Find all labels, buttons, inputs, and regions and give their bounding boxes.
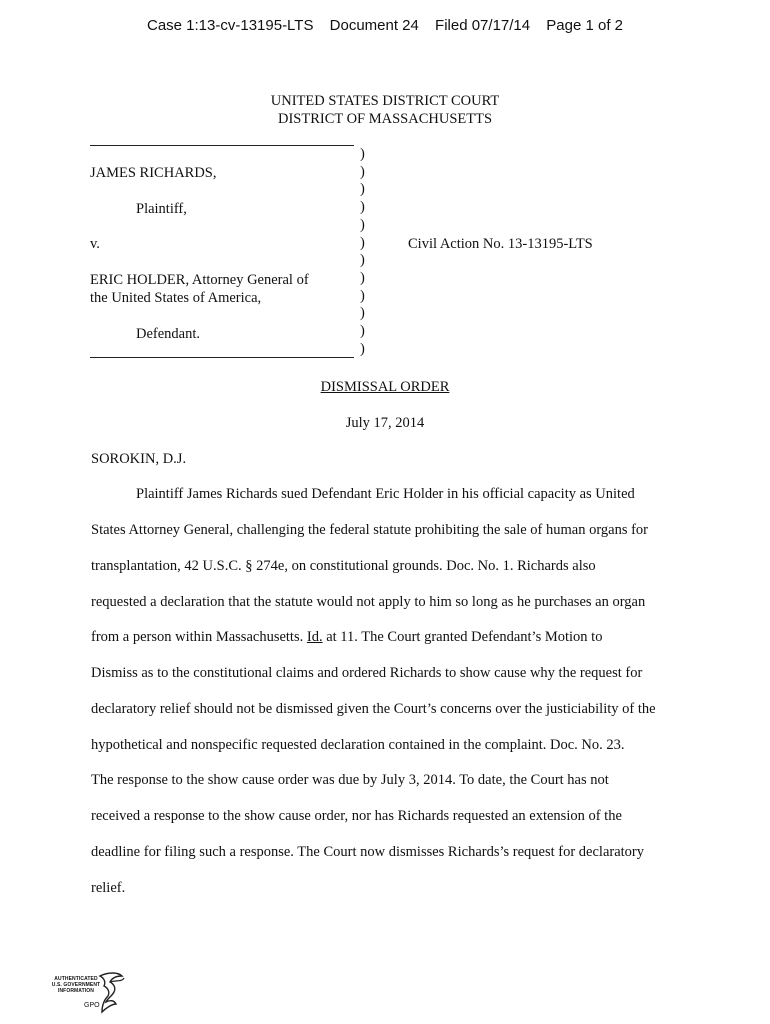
caption-bottom-rule: [90, 357, 354, 358]
defendant-line-1: ERIC HOLDER, Attorney General of: [90, 272, 309, 288]
defendant-line-2: the United States of America,: [90, 290, 262, 306]
filed-date: Filed 07/17/14: [435, 17, 531, 34]
body-line: requested a declaration that the statute would not apply to him so long as he purchases an organ: [91, 594, 646, 610]
seal-text: AUTHENTICATED U.S. GOVERNMENT INFORMATION: [51, 976, 101, 994]
body-line: declaratory relief should not be dismissed given the Court’s concerns over the justiciability of the: [91, 701, 656, 717]
caption-top-rule: [90, 145, 354, 146]
seal-gpo: GPO: [84, 1002, 100, 1009]
case-number: Case 1:13-cv-13195-LTS: [146, 17, 314, 34]
gpo-authentication-seal: [44, 970, 134, 1018]
body-line: deadline for filing such a response. The Court now dismisses Richards’s request for declaratory: [91, 844, 645, 860]
body-line: transplantation, 42 U.S.C. § 274e, on constitutional grounds. Doc. No. 1. Richards also: [91, 558, 596, 574]
page-header: [0, 17, 770, 34]
document-number: Document 24: [329, 17, 419, 34]
page-number: Page 1 of 2: [546, 17, 624, 34]
body-line: received a response to the show cause order, nor has Richards requested an extension of the: [91, 808, 622, 824]
defendant-role: Defendant.: [136, 326, 201, 342]
body-line: States Attorney General, challenging the federal statute prohibiting the sale of human organs for: [91, 522, 649, 538]
caption-parentheses: ) ) ) ) ) ) ) ) ) ) ) ): [360, 146, 365, 357]
body-line: [91, 629, 602, 646]
body-line: relief.: [91, 880, 126, 896]
body-text: from a person within Massachusetts.: [91, 629, 304, 645]
eagle-icon: [96, 970, 126, 1014]
judge-name: SOROKIN, D.J.: [91, 451, 187, 467]
plaintiff-role: Plaintiff,: [136, 201, 187, 217]
plaintiff-name: JAMES RICHARDS,: [90, 165, 217, 181]
versus: v.: [90, 236, 100, 252]
body-line: hypothetical and nonspecific requested declaration contained in the complaint. Doc. No. 23.: [91, 737, 625, 753]
body-line: Dismiss as to the constitutional claims and ordered Richards to show cause why the request for: [91, 665, 643, 681]
order-date: July 17, 2014: [345, 415, 425, 431]
court-district: DISTRICT OF MASSACHUSETTS: [277, 111, 493, 127]
body-line: The response to the show cause order was due by July 3, 2014. To date, the Court has not: [91, 772, 609, 788]
body-line: Plaintiff James Richards sued Defendant Eric Holder in his official capacity as United: [136, 486, 635, 502]
citation-id: Id.: [306, 629, 323, 645]
body-text: at 11. The Court granted Defendant’s Motion to: [326, 629, 603, 645]
court-name: UNITED STATES DISTRICT COURT: [270, 93, 500, 109]
civil-action-number: Civil Action No. 13-13195-LTS: [408, 236, 593, 252]
order-title: DISMISSAL ORDER: [320, 379, 450, 395]
